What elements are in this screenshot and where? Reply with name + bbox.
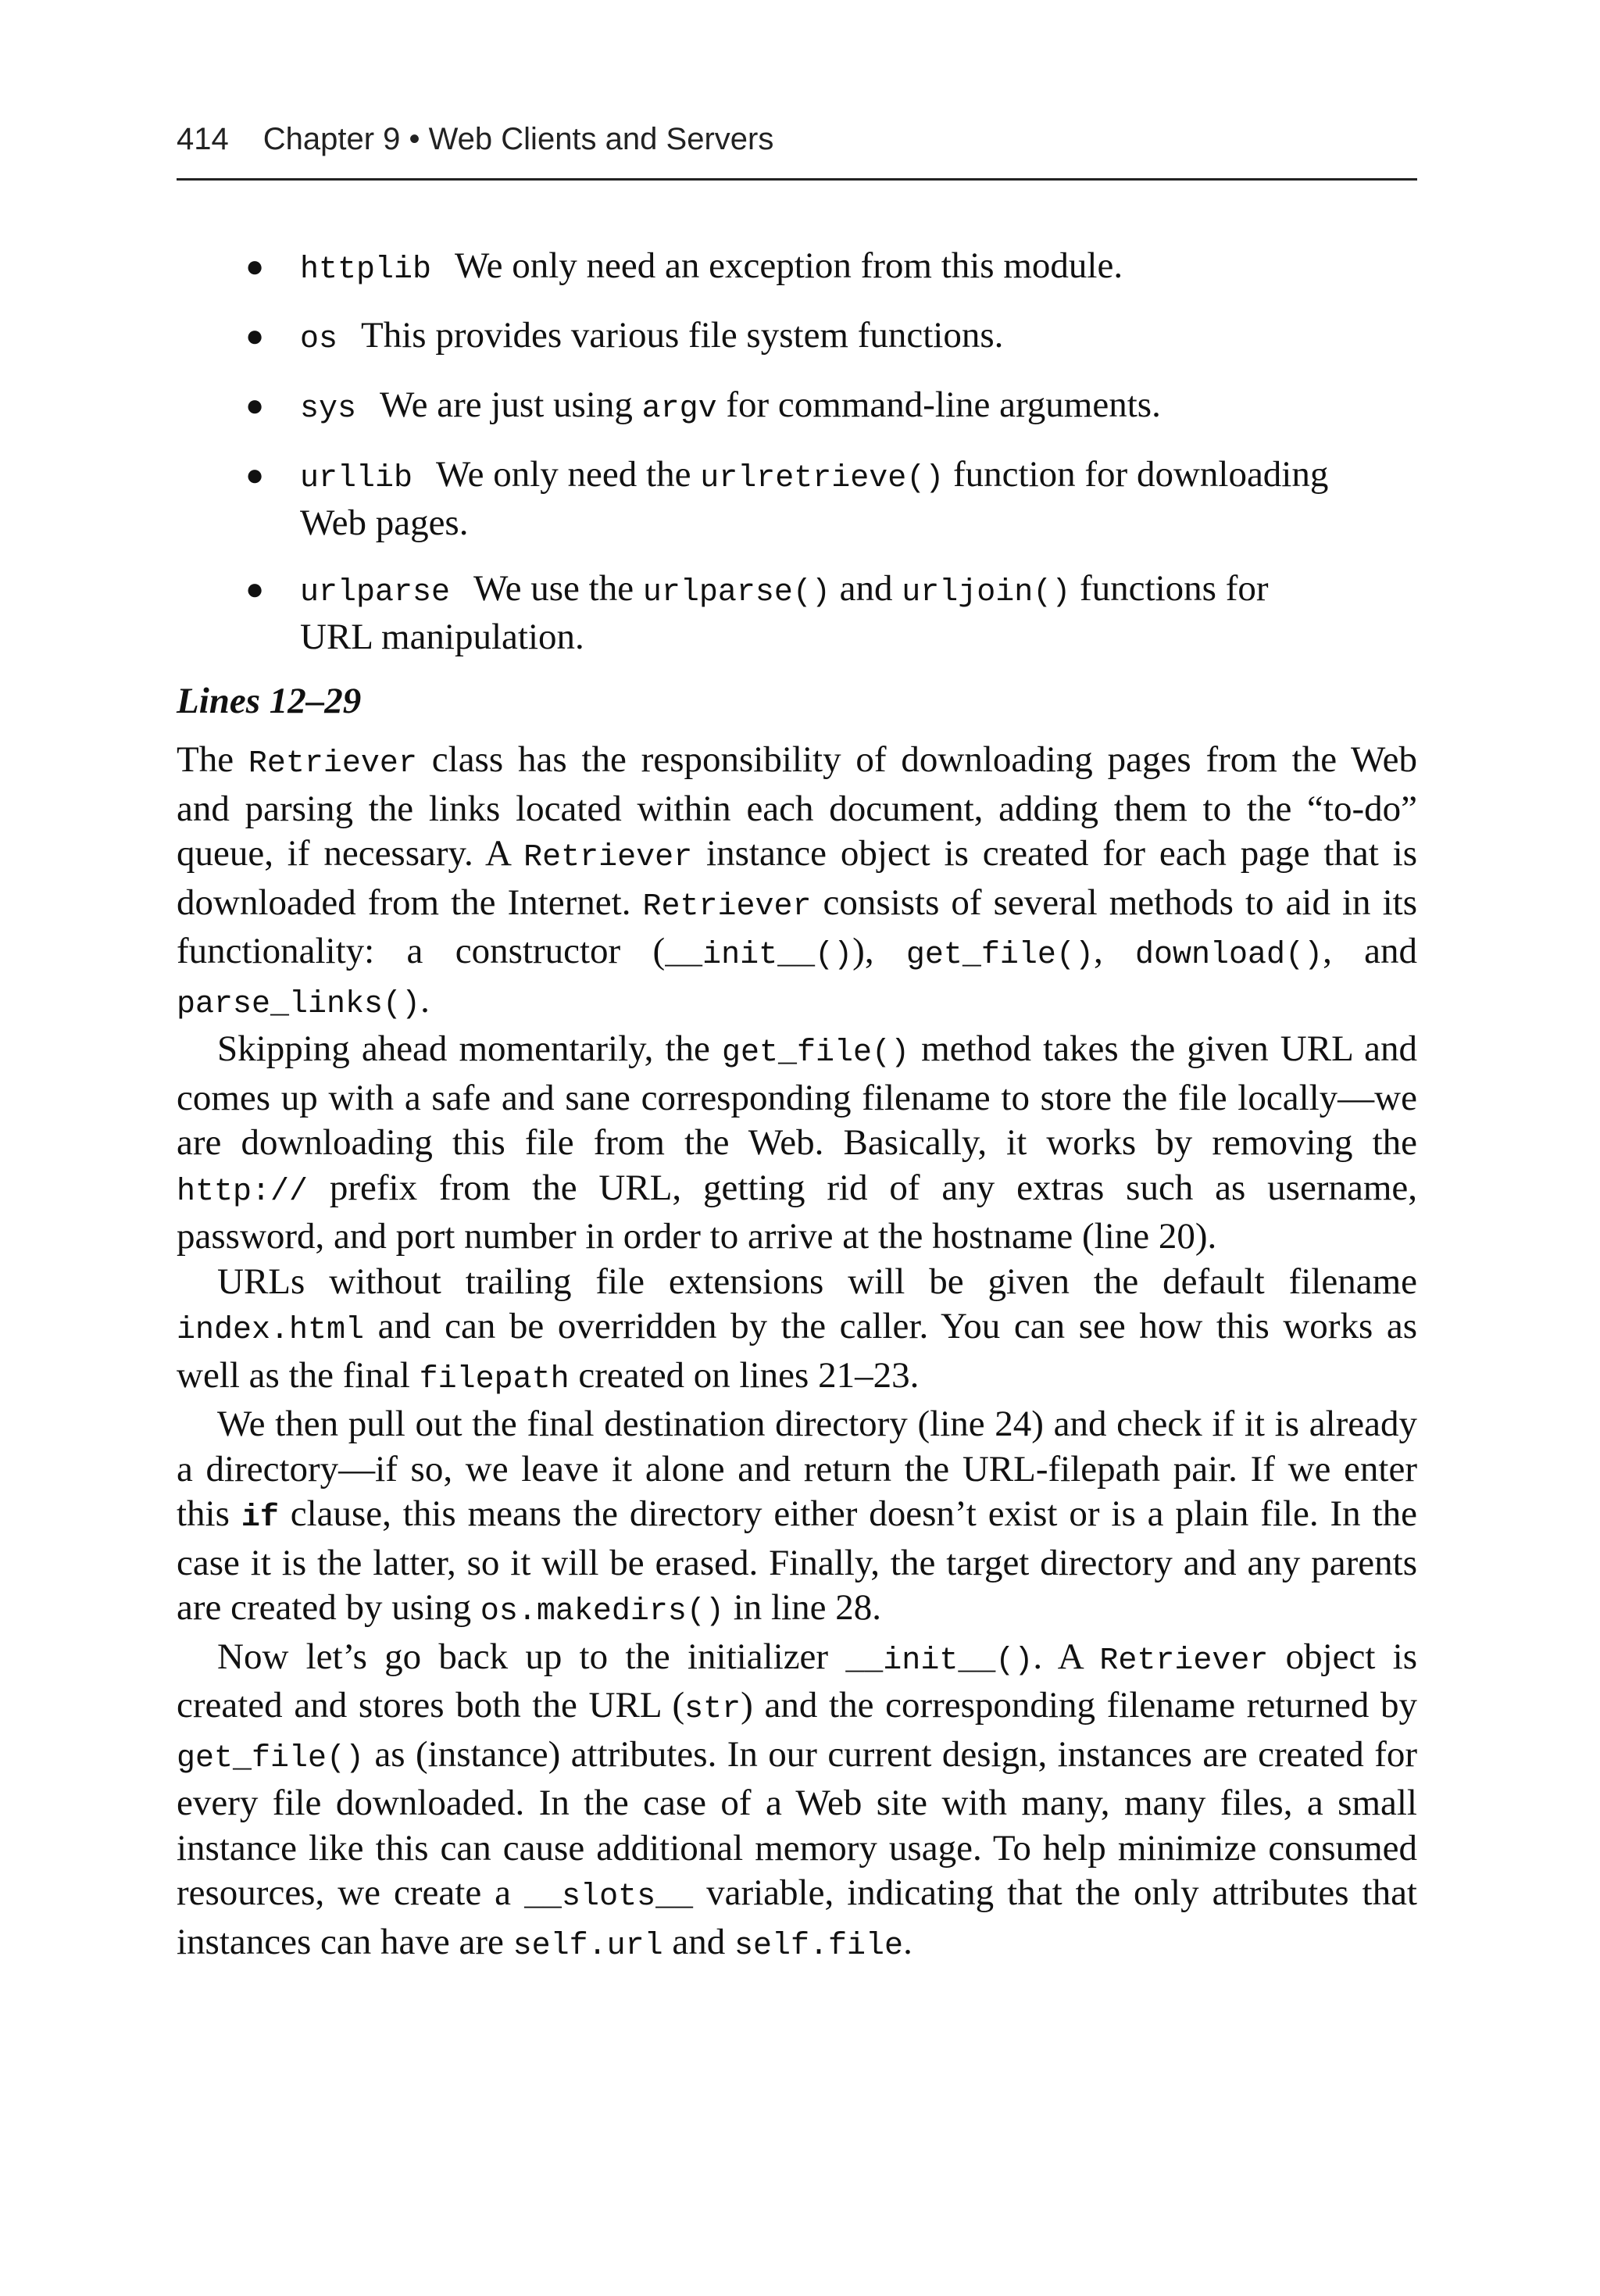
inline-code: urljoin() — [902, 575, 1071, 610]
paragraph — [177, 1260, 1417, 1403]
chapter-title: Chapter 9 • Web Clients and Servers — [262, 122, 774, 156]
inline-code: http:// — [177, 1174, 309, 1210]
list-item — [177, 383, 1417, 431]
text-run: . — [420, 979, 430, 1021]
body-text — [177, 738, 1417, 1969]
text-run: URLs without trailing file extensions will be given the default filename — [217, 1261, 1417, 1302]
text-run: in line 28. — [723, 1587, 881, 1628]
text-run: and — [830, 568, 902, 609]
list-entry — [300, 383, 1339, 431]
module-list — [177, 244, 1417, 681]
text-run: for command-line arguments. — [716, 384, 1161, 425]
bullet-icon: ● — [245, 318, 265, 353]
text-run: We then pull out the final destination directory (line 24) and check if it is already a directory—if so, we leave it alone and return the URL-filepath pair. If we enter this — [177, 1404, 1417, 1534]
inline-code: download() — [1135, 938, 1323, 973]
text-run: class has the responsibility of downloading pages from the Web and parsing the links located within each document, adding them to the “to-do” queue, if necessary. A — [177, 739, 1417, 874]
text-run: We only need an exception from this module. — [455, 245, 1123, 286]
bullet-icon: ● — [245, 457, 265, 492]
text-run: Now let’s go back up to the initializer — [217, 1636, 846, 1677]
module-name: httplib — [300, 252, 432, 288]
text-run: This provides various file system functions. — [361, 315, 1004, 356]
section-heading: Lines 12–29 — [177, 681, 362, 721]
inline-code: __init__() — [845, 1643, 1034, 1679]
list-item — [177, 452, 1417, 545]
text-run: and — [662, 1921, 735, 1962]
text-run: and can be overridden by the caller. You can see how this works as well as the final — [177, 1306, 1417, 1396]
module-name: urlparse — [300, 575, 451, 610]
text-run: . — [903, 1921, 912, 1962]
paragraph — [177, 1027, 1417, 1260]
text-run: object is created and stores both the URL ( — [177, 1636, 1417, 1726]
module-name: urllib — [300, 461, 413, 496]
bullet-icon: ● — [245, 249, 265, 284]
inline-code: argv — [641, 392, 717, 427]
text-run: Skipping ahead momentarily, the — [217, 1028, 722, 1069]
paragraph — [177, 738, 1417, 1027]
list-entry — [300, 452, 1339, 545]
text-run: ), — [852, 931, 906, 971]
module-name: os — [300, 322, 338, 357]
inline-code: Retriever — [1099, 1643, 1269, 1679]
text-run: created on lines 21–23. — [569, 1354, 920, 1396]
text-run: variable, indicating that the only attributes that instances can have are — [177, 1872, 1417, 1962]
text-run: We use the — [473, 568, 643, 609]
text-run: clause, this means the directory either doesn’t exist or is a plain file. In the case it is the latter, so it will be erased. Finally, the target directory and any parents are created by using — [177, 1493, 1417, 1628]
inline-code: urlparse() — [642, 575, 830, 610]
list-item — [177, 244, 1417, 292]
inline-code: __slots__ — [524, 1879, 694, 1915]
text-run: The — [177, 739, 248, 780]
inline-code: urlretrieve() — [700, 461, 945, 496]
text-run: , — [1093, 931, 1136, 971]
text-run: ) and the corresponding filename returned by — [741, 1685, 1417, 1726]
inline-code: __init__() — [665, 938, 853, 973]
running-head — [177, 122, 1417, 157]
inline-code: index.html — [177, 1313, 365, 1348]
text-run: prefix from the URL, getting rid of any extras such as username, password, and port number in order to arrive at the hostname (line 20). — [177, 1167, 1417, 1257]
text-run: We only need the — [436, 454, 701, 495]
paragraph — [177, 1635, 1417, 1969]
inline-code: Retriever — [642, 889, 812, 924]
inline-code: self.url — [512, 1928, 663, 1964]
list-entry — [300, 244, 1339, 292]
header-rule — [177, 178, 1417, 181]
bullet-icon: ● — [245, 388, 265, 423]
list-item — [177, 567, 1417, 660]
inline-code: Retriever — [248, 746, 417, 781]
text-run: . A — [1033, 1636, 1100, 1677]
inline-code: os.makedirs() — [480, 1594, 724, 1629]
inline-code: self.file — [734, 1928, 904, 1964]
text-run: We are just using — [380, 384, 642, 425]
inline-code: get_file() — [721, 1035, 909, 1071]
paragraph — [177, 1402, 1417, 1635]
bullet-icon: ● — [245, 571, 265, 606]
inline-code: str — [684, 1692, 741, 1727]
text-run: instance object is created for each page that is downloaded from the Internet. — [177, 833, 1417, 923]
text-run: consists of several methods to aid in its functionality: a constructor ( — [177, 882, 1417, 971]
list-item — [177, 313, 1417, 362]
inline-code: get_file() — [177, 1740, 365, 1776]
list-entry — [300, 313, 1339, 362]
inline-code: parse_links() — [177, 986, 421, 1022]
page-number: 414 — [177, 122, 229, 156]
inline-code: get_file() — [905, 938, 1094, 973]
text-run: method takes the given URL and comes up with a safe and sane corresponding filename to store the file locally—we are downloading this file from the Web. Basically, it works by removing the — [177, 1028, 1417, 1163]
text-run: , and — [1323, 931, 1418, 971]
text-run: function for downloading Web pages. — [300, 454, 1329, 543]
inline-code: filepath — [419, 1361, 570, 1397]
module-name: sys — [300, 392, 357, 427]
inline-code: Retriever — [523, 840, 693, 875]
text-run: as (instance) attributes. In our current design, instances are created for every file downloaded. In the case of a Web site with many, many files, a small instance like this can cause additional memory usage. To help minimize consumed resources, we create a — [177, 1733, 1417, 1913]
text-run: functions for URL manipulation. — [300, 568, 1269, 657]
inline-code-keyword: if — [241, 1500, 279, 1536]
list-entry — [300, 567, 1339, 660]
